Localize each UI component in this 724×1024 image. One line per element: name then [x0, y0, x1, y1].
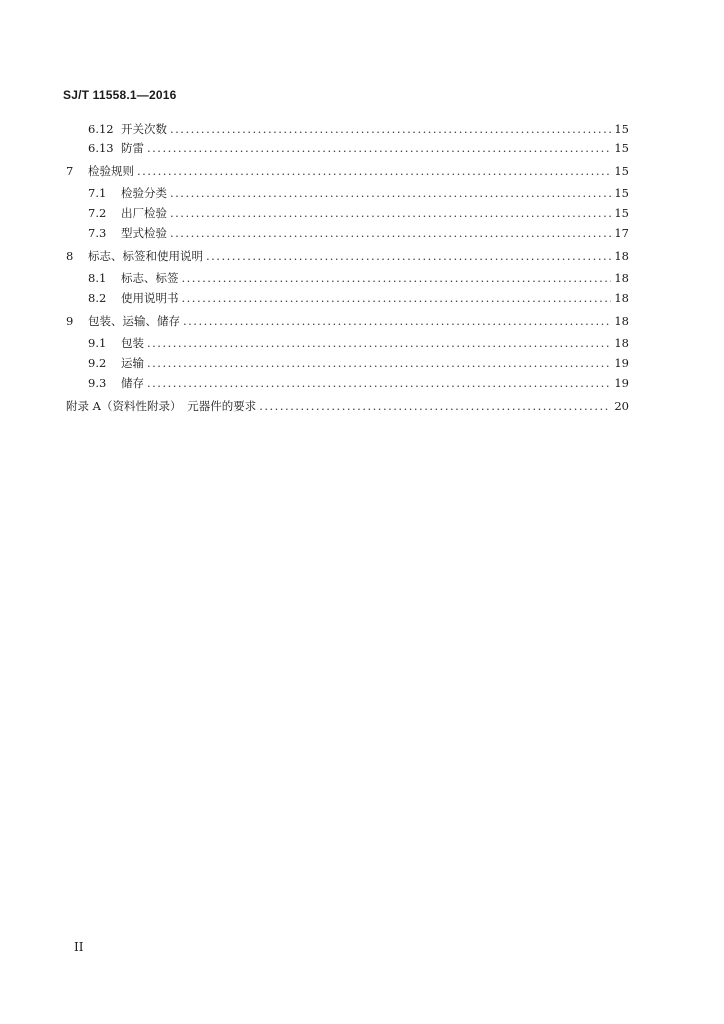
- toc-number: 9.2: [88, 356, 107, 370]
- toc-number: 9.3: [88, 376, 107, 390]
- toc-page: 15: [614, 164, 629, 178]
- toc-page: 18: [614, 291, 629, 305]
- toc-number: 6.12: [88, 122, 114, 136]
- toc-title: 附录 A（资料性附录） 元器件的要求: [66, 399, 257, 413]
- toc-title: 检验规则: [88, 164, 134, 178]
- toc-entry-6-12[interactable]: [88, 118, 629, 136]
- toc-title: 防雷: [121, 141, 144, 155]
- toc-entry-8[interactable]: [66, 245, 629, 263]
- toc-page: 15: [614, 206, 629, 220]
- toc-leader-dots: [170, 186, 611, 200]
- toc-entry-8-1[interactable]: [88, 267, 629, 285]
- toc-leader-dots: [170, 122, 611, 136]
- toc-leader-dots: [206, 249, 611, 263]
- toc-leader-dots: [259, 399, 611, 413]
- toc-number: 8: [66, 249, 74, 263]
- toc-title: 标志、标签和使用说明: [88, 249, 203, 263]
- toc-page: 19: [614, 356, 629, 370]
- toc-entry-8-2[interactable]: [88, 287, 629, 305]
- toc-page: 15: [614, 186, 629, 200]
- toc-page: 18: [614, 249, 629, 263]
- toc-entry-7-1[interactable]: [88, 182, 629, 200]
- toc-number: 8.2: [88, 291, 107, 305]
- toc-title: 储存: [121, 376, 144, 390]
- toc-leader-dots: [183, 314, 611, 328]
- toc-number: 7.2: [88, 206, 107, 220]
- toc-title: 使用说明书: [121, 291, 179, 305]
- toc-title: 出厂检验: [121, 206, 167, 220]
- page-number: II: [74, 940, 84, 954]
- document-id: SJ/T 11558.1—2016: [63, 88, 177, 102]
- toc-page: 18: [614, 271, 629, 285]
- toc-page: 20: [614, 399, 629, 413]
- toc-number: 7.3: [88, 226, 107, 240]
- toc-number: 9.1: [88, 336, 107, 350]
- toc-entry-6-13[interactable]: [88, 137, 629, 155]
- toc-leader-dots: [147, 376, 611, 390]
- toc-number: 7.1: [88, 186, 107, 200]
- toc-title: 包装: [121, 336, 144, 350]
- toc-leader-dots: [147, 141, 611, 155]
- toc-leader-dots: [147, 336, 611, 350]
- toc-entry-appendix-a[interactable]: [66, 395, 629, 413]
- toc-entry-7-2[interactable]: [88, 202, 629, 220]
- toc-number: 9: [66, 314, 74, 328]
- toc-page: 19: [614, 376, 629, 390]
- toc-leader-dots: [147, 356, 611, 370]
- toc-number: 8.1: [88, 271, 107, 285]
- toc-title: 检验分类: [121, 186, 167, 200]
- toc-entry-7-3[interactable]: [88, 222, 629, 240]
- toc-entry-9-1[interactable]: [88, 332, 629, 350]
- toc-page: 18: [614, 336, 629, 350]
- toc-entry-7[interactable]: [66, 160, 629, 178]
- toc-title: 运输: [121, 356, 144, 370]
- toc-leader-dots: [182, 271, 612, 285]
- toc-title: 型式检验: [121, 226, 167, 240]
- toc-title: 开关次数: [121, 122, 167, 136]
- toc-leader-dots: [137, 164, 611, 178]
- toc-title: 标志、标签: [121, 271, 179, 285]
- toc-leader-dots: [170, 226, 611, 240]
- toc-page: 18: [614, 314, 629, 328]
- toc-entry-9[interactable]: [66, 310, 629, 328]
- toc-page: 17: [614, 226, 629, 240]
- toc-entry-9-2[interactable]: [88, 352, 629, 370]
- toc-page: 15: [614, 122, 629, 136]
- toc-title: 包装、运输、储存: [88, 314, 180, 328]
- toc-number: 7: [66, 164, 74, 178]
- toc-entry-9-3[interactable]: [88, 372, 629, 390]
- toc-leader-dots: [170, 206, 611, 220]
- toc-leader-dots: [182, 291, 612, 305]
- toc-page: 15: [614, 141, 629, 155]
- toc-number: 6.13: [88, 141, 114, 155]
